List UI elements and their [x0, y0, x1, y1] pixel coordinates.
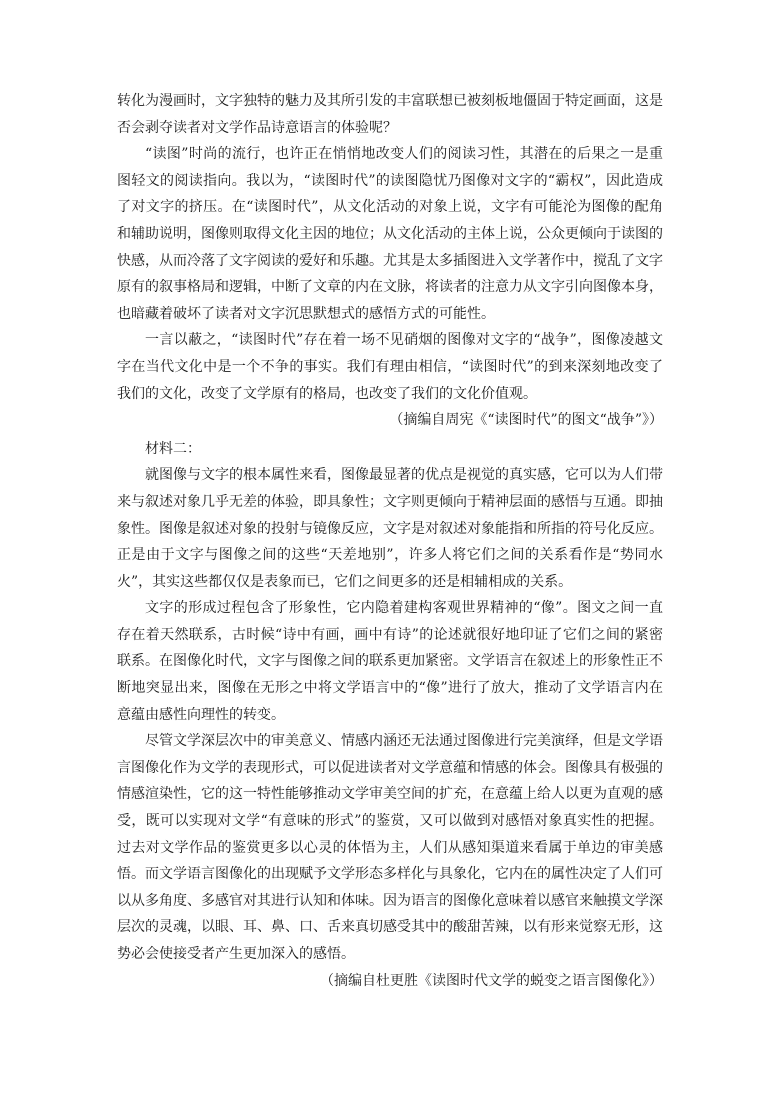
- source-citation-1: （摘编自周宪《“读图时代”的图文“战争”》）: [389, 412, 663, 429]
- document-body: [117, 88, 663, 994]
- source-citation-2: （摘编自杜更胜《读图时代文学的蜕变之语言图像化》）: [320, 972, 663, 989]
- paragraph: 就图像与文字的根本属性来看，图像最显著的优点是视觉的真实感，它可以为人们带来与叙述对象几乎无差的体验，即具象性；文字则更倾向于精神层面的感悟与互通。即抽象性。图像是叙述对象的投射与镜像反应，文字是对叙述对象能指和所指的符号化反应。正是由于文字与图像之间的这些“天差地别”，许多人将它们之间的关系看作是“势同水火”，其实这些都仅仅是表象而已，它们之间更多的还是相辅相成的关系。: [117, 467, 663, 590]
- paragraph: 一言以蔽之，“读图时代”存在着一场不见硝烟的图像对文字的“战争”，图像凌越文字在当代文化中是一个不争的事实。我们有理由相信，“读图时代”的到来深刻地改变了我们的文化，改变了文学原有的格局，也改变了我们的文化价值观。: [117, 332, 663, 402]
- paragraph-continuation: 转化为漫画时，文字独特的魅力及其所引发的丰富联想已被刻板地僵固于特定画面，这是否会剥夺读者对文学作品诗意语言的体验呢？: [117, 93, 663, 136]
- material-2-label: 材料二：: [145, 440, 201, 457]
- paragraph: 尽管文学深层次中的审美意义、情感内涵还无法通过图像进行完美演绎，但是文学语言图像化作为文学的表现形式，可以促进读者对文学意蕴和情感的体会。图像具有极强的情感渲染性，它的这一特性能够推动文学审美空间的扩充，在意蕴上给人以更为直观的感受，既可以实现对文学“有意味的形式”的鉴赏，又可以做到对感悟对象真实性的把握。过去对文学作品的鉴赏更多以心灵的体悟为主，人们从感知渠道来看属于单边的审美感悟。而文学语言图像化的出现赋予文学形态多样化与具象化，它内在的属性决定了人们可以从多角度、多感官对其进行认知和体味。因为语言的图像化意味着以感官来触摸文学深层次的灵魂，以眼、耳、鼻、口、舌来真切感受其中的酸甜苦辣，以有形来觉察无形，这势必会使接受者产生更加深入的感悟。: [117, 733, 663, 962]
- paragraph: “读图”时尚的流行，也许正在悄悄地改变人们的阅读习性，其潜在的后果之一是重图轻文的阅读指向。我以为，“读图时代”的读图隐忧乃图像对文字的“霸权”，因此造成了对文字的挤压。在“读图时代”，从文化活动的对象上说，文字有可能沦为图像的配角和辅助说明，图像则取得文化主因的地位；从文化活动的主体上说，公众更倾向于读图的快感，从而冷落了文字阅读的爱好和乐趣。尤其是太多插图进入文学著作中，搅乱了文字原有的叙事格局和逻辑，中断了文章的内在文脉，将读者的注意力从文字引向图像本身，也暗藏着破坏了读者对文字沉思默想式的感悟方式的可能性。: [117, 146, 663, 322]
- paragraph: 文字的形成过程包含了形象性，它内隐着建构客观世界精神的“像”。图文之间一直存在着天然联系，古时候“诗中有画，画中有诗”的论述就很好地印证了它们之间的紧密联系。在图像化时代，文字与图像之间的联系更加紧密。文学语言在叙述上的形象性正不断地突显出来，图像在无形之中将文学语言中的“像”进行了放大，推动了文学语言内在意蕴由感性向理性的转变。: [117, 600, 663, 723]
